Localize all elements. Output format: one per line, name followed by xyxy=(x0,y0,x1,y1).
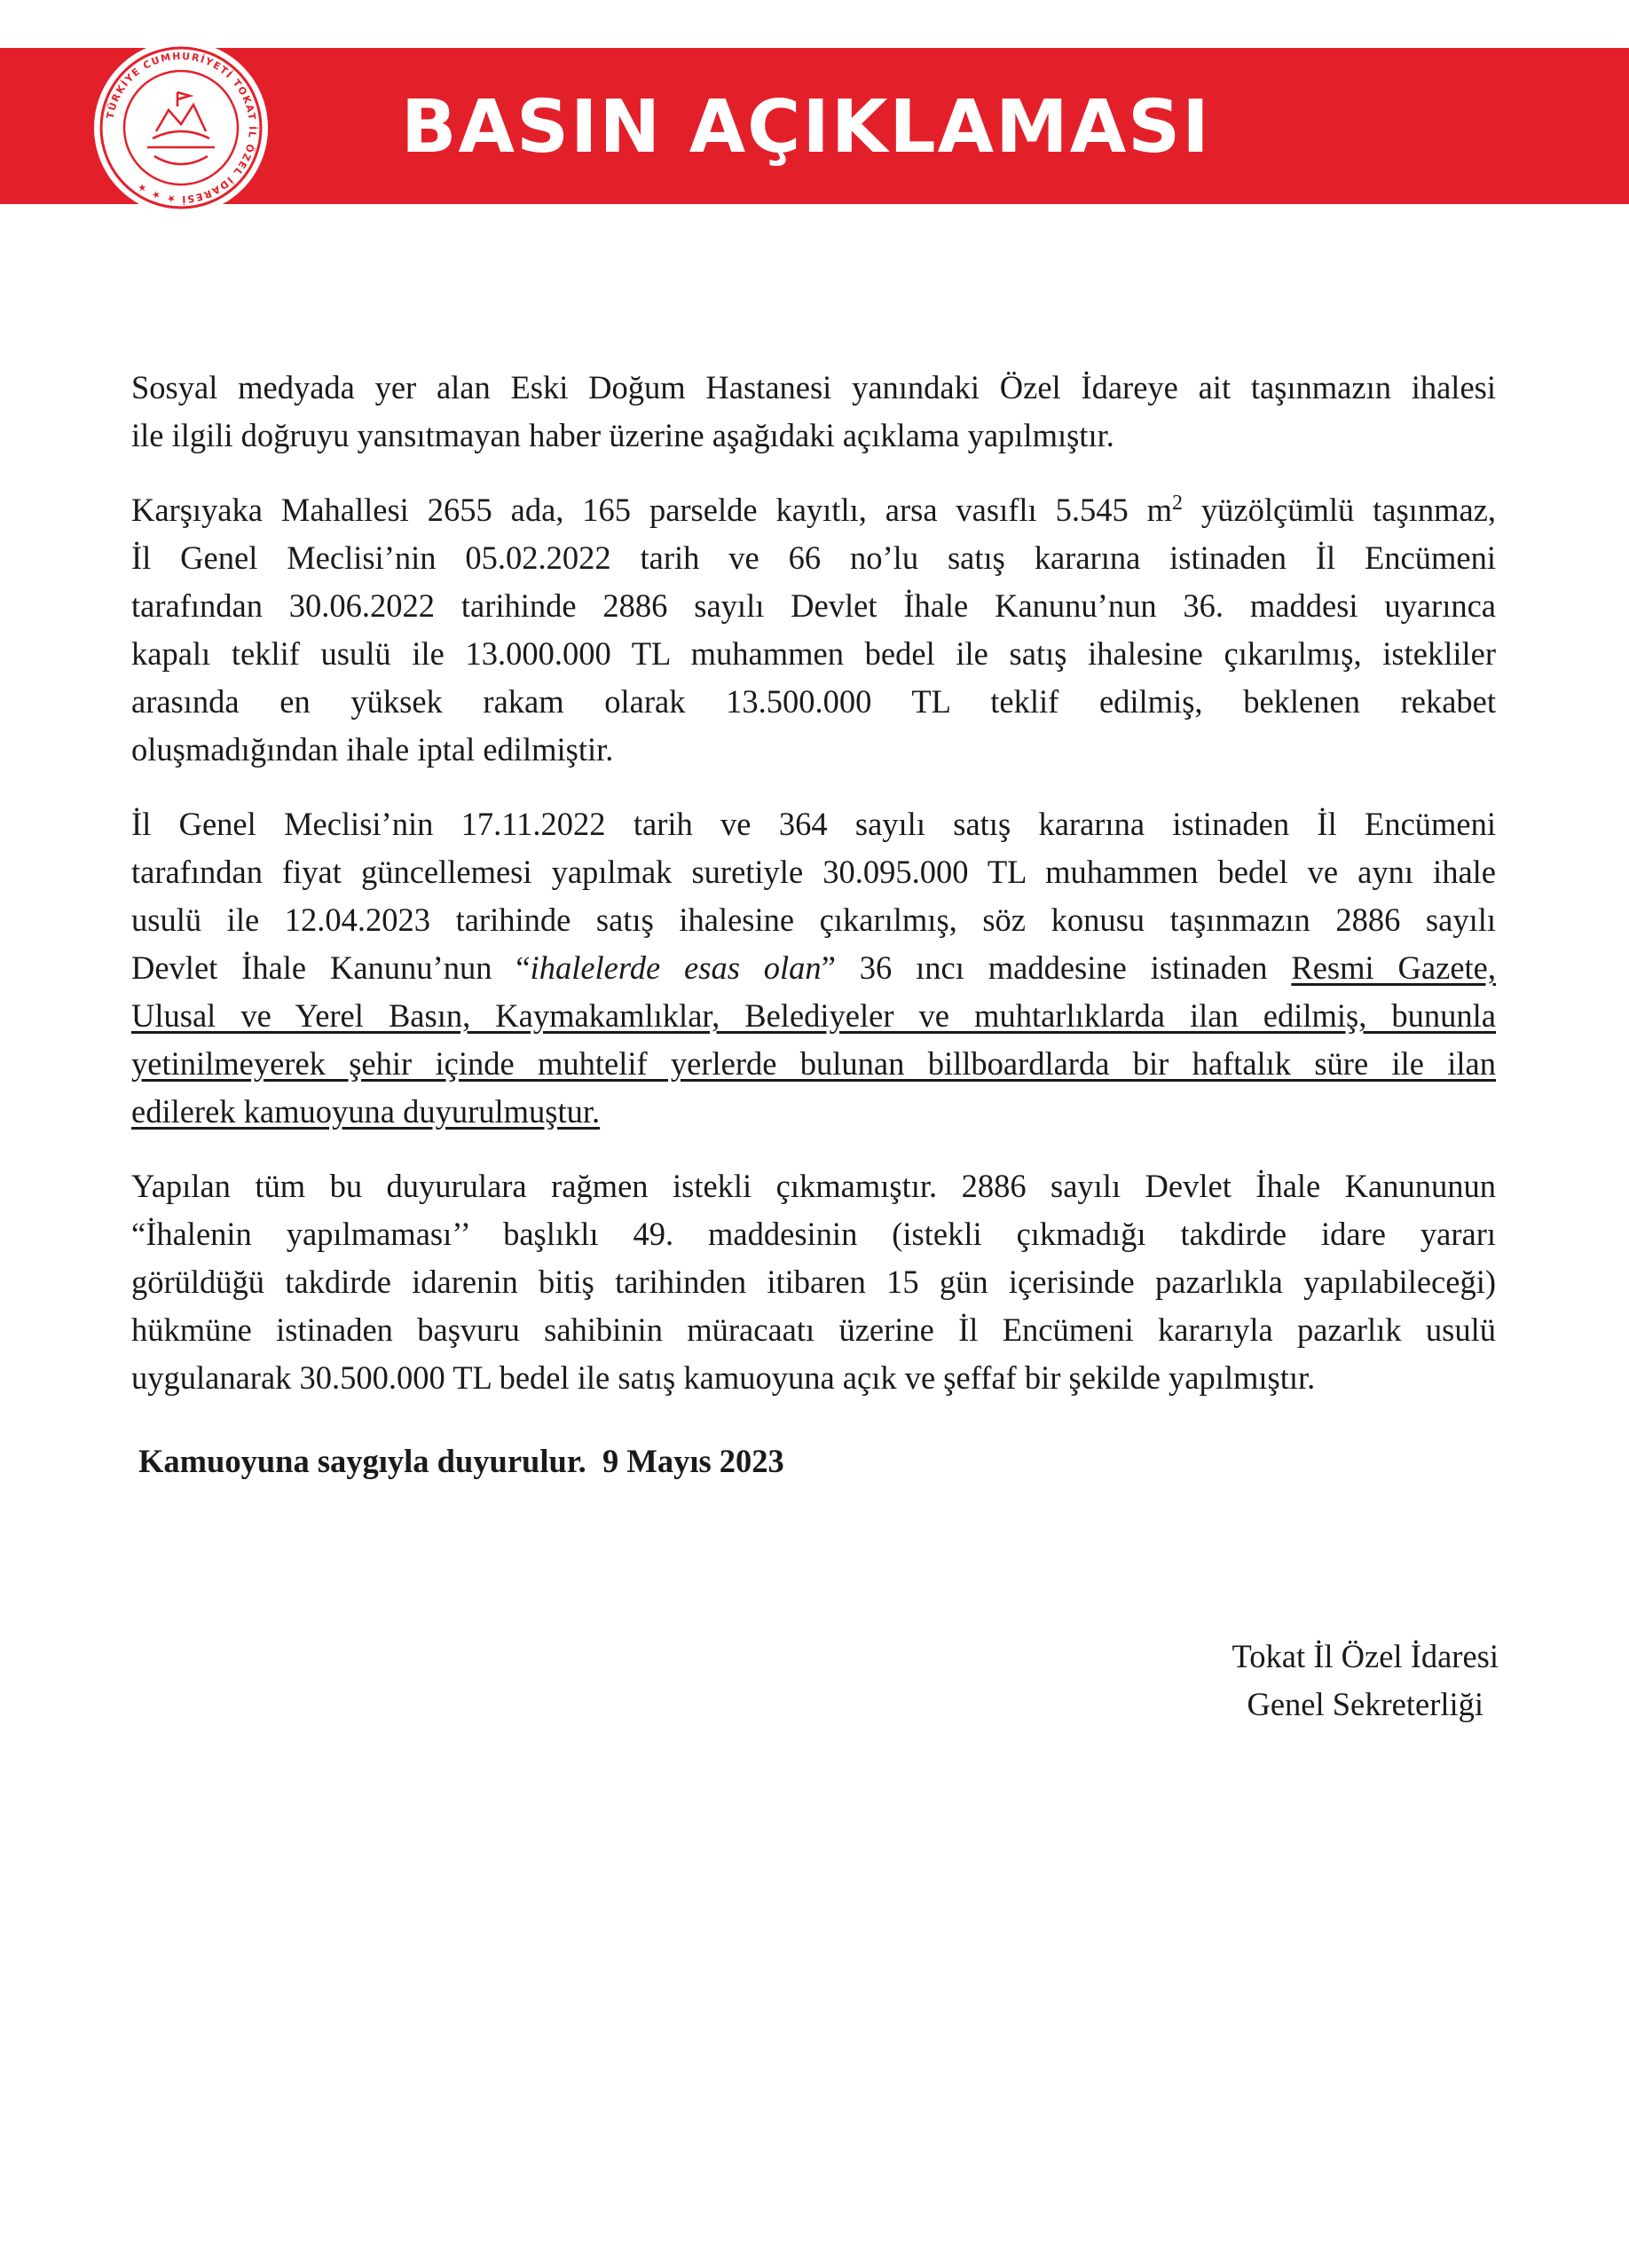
superscript-two: 2 xyxy=(1172,491,1183,515)
signature-department: Genel Sekreterliği xyxy=(1247,1686,1484,1722)
underlined-text: Resmi Gazete, xyxy=(1291,949,1496,986)
paragraph-intro xyxy=(131,364,1496,460)
text-line: tarafından fiyat güncellemesi yapılmak suretiyle 30.095.000 TL muhammen bedel ve aynı ihale xyxy=(131,854,1496,890)
page-title: BASIN AÇIKLAMASI xyxy=(401,85,1211,169)
paragraph-first-tender xyxy=(131,486,1496,774)
text-line: ile ilgili doğruyu yansıtmayan haber üzerine aşağıdaki açıklama yapılmıştır. xyxy=(131,417,1114,453)
text-segment: Devlet İhale Kanunu’nun “ xyxy=(131,949,531,986)
underlined-text-line: yetinilmeyerek şehir içinde muhtelif yerlerde bulunan billboardlarda bir haftalık süre ile ilan xyxy=(131,1045,1496,1082)
text-line: İl Genel Meclisi’nin 17.11.2022 tarih ve 364 sayılı satış kararına istinaden İl Encümeni xyxy=(131,806,1496,842)
tokat-seal-logo xyxy=(92,39,270,217)
text-line xyxy=(131,486,1496,534)
svg-text:TÜRKİYE CUMHURİYETİ TOKAT İL Ö: TÜRKİYE CUMHURİYETİ TOKAT İL ÖZEL İDARESİ ★ ★ ★ xyxy=(104,50,259,206)
text-line: kapalı teklif usulü ile 13.000.000 TL muhammen bedel ile satış ihalesine çıkarılmış, istekliler xyxy=(131,635,1496,672)
paragraph-second-tender xyxy=(131,800,1496,1136)
italic-quote: ihalelerde esas olan xyxy=(530,949,822,986)
text-line: uygulanarak 30.500.000 TL bedel ile satış kamuoyuna açık ve şeffaf bir şekilde yapılmıştır. xyxy=(131,1359,1316,1396)
closing-date: 9 Mayıs 2023 xyxy=(602,1443,784,1479)
underlined-text-line: Ulusal ve Yerel Basın, Kaymakamlıklar, Belediyeler ve muhtarlıklarda ilan edilmiş, bununla xyxy=(131,997,1496,1034)
signature-institution: Tokat İl Özel İdaresi xyxy=(1232,1638,1499,1674)
text-line xyxy=(131,1088,1496,1136)
signature-block xyxy=(1232,1633,1499,1729)
closing-text: Kamuoyuna saygıyla duyurulur. xyxy=(138,1443,586,1479)
text-line: usulü ile 12.04.2023 tarihinde satış ihalesine çıkarılmış, söz konusu taşınmazın 2886 sayılı xyxy=(131,902,1496,938)
text-line: tarafından 30.06.2022 tarihinde 2886 sayılı Devlet İhale Kanunu’nun 36. maddesi uyarınca xyxy=(131,587,1496,624)
text-line: Sosyal medyada yer alan Eski Doğum Hastanesi yanındaki Özel İdareye ait taşınmazın ihalesi xyxy=(131,369,1496,406)
text-line: “İhalenin yapılmaması’’ başlıklı 49. maddesinin (istekli çıkmadığı takdirde idare yararı xyxy=(131,1216,1496,1252)
text-line: görüldüğü takdirde idarenin bitiş tarihinden itibaren 15 gün içerisinde pazarlıkla yapılabileceği) xyxy=(131,1264,1496,1300)
underlined-text: edilerek kamuoyuna duyurulmuştur. xyxy=(131,1093,601,1130)
text-line: Yapılan tüm bu duyurulara rağmen istekli çıkmamıştır. 2886 sayılı Devlet İhale Kanununun xyxy=(131,1168,1496,1204)
text-segment: Karşıyaka Mahallesi 2655 ada, 165 parselde kayıtlı, arsa vasıflı 5.545 m xyxy=(131,492,1172,528)
document-body xyxy=(131,364,1496,1429)
text-segment: yüzölçümlü taşınmaz, xyxy=(1183,492,1496,528)
closing-statement xyxy=(138,1437,784,1485)
text-line: hükmüne istinaden başvuru sahibinin müracaatı üzerine İl Encümeni kararıyla pazarlık usulü xyxy=(131,1311,1496,1348)
paragraph-negotiated-sale xyxy=(131,1162,1496,1402)
text-line: oluşmadığından ihale iptal edilmiştir. xyxy=(131,731,614,768)
text-segment: ” 36 ıncı maddesine istinaden xyxy=(821,949,1292,986)
text-line: İl Genel Meclisi’nin 05.02.2022 tarih ve 66 no’lu satış kararına istinaden İl Encümeni xyxy=(131,539,1496,576)
text-line: arasında en yüksek rakam olarak 13.500.000 TL teklif edilmiş, beklenen rekabet xyxy=(131,683,1496,720)
text-line xyxy=(131,944,1496,992)
